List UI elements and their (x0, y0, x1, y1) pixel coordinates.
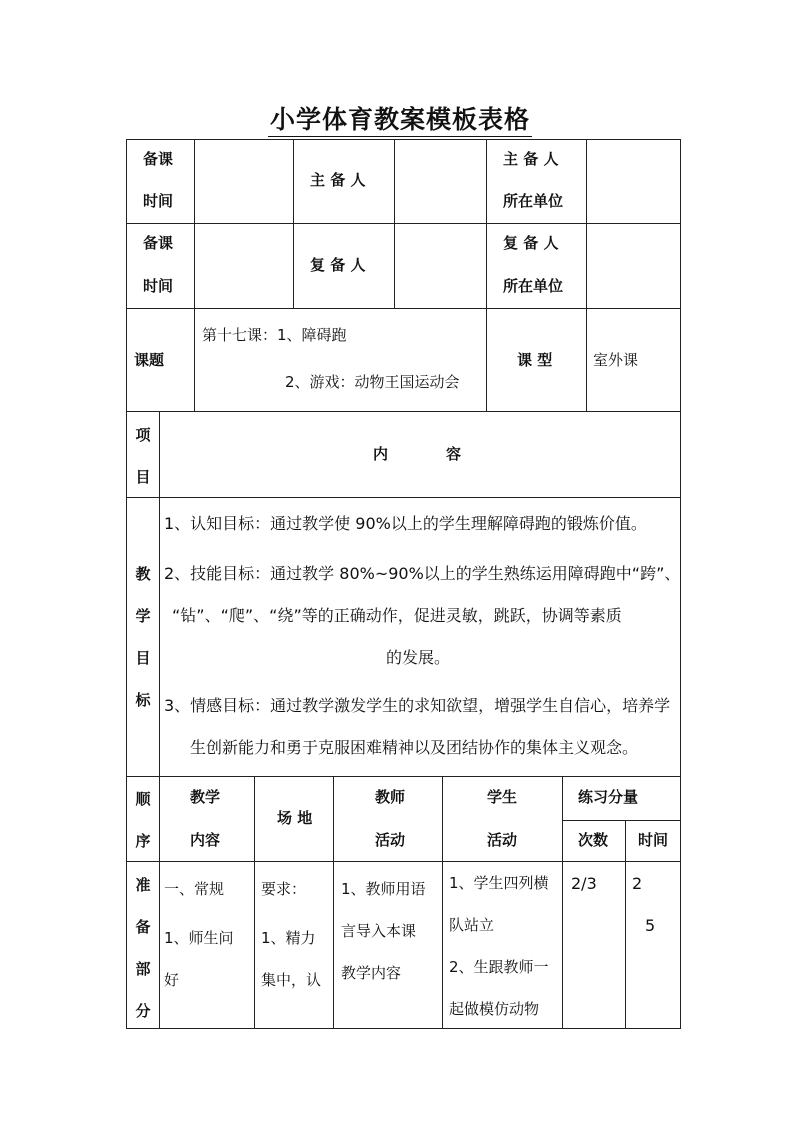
prep-venue-line-3: 集中，认 (261, 971, 322, 989)
objective-line-3: “钻”、“爬”、“绕”等的正确动作，促进灵敏，跳跃，协调等素质 (172, 606, 622, 625)
teacher-header-top: 教师 (375, 788, 406, 806)
lesson-type-value: 室外课 (593, 351, 639, 369)
prep-time-label-1-bottom: 时间 (143, 192, 174, 210)
prep-venue-line-1: 要求： (261, 880, 307, 898)
cell-content-header (159, 411, 681, 498)
objectives-label-char-3: 目 (135, 649, 151, 667)
cell-objectives-text (159, 497, 681, 777)
topic-label: 课题 (134, 351, 165, 369)
order-header-top: 顺 (135, 790, 151, 808)
objective-line-2: 2、技能目标：通过教学 80%~90%以上的学生熟练运用障碍跑中“跨”、 (164, 564, 681, 583)
objective-line-6: 生创新能力和勇于克服困难精神以及团结协作的集体主义观念。 (190, 738, 639, 757)
student-header-top: 学生 (487, 788, 518, 806)
cell-co-unit-value (586, 223, 681, 309)
duration-header: 时间 (638, 831, 669, 849)
prep-time-label-1-top: 备课 (143, 150, 174, 168)
objective-line-1: 1、认知目标：通过教学使 90%以上的学生理解障碍跑的锻炼价值。 (164, 514, 647, 533)
prep-content-line-2: 1、师生问 (164, 929, 234, 947)
objectives-label-char-2: 学 (135, 607, 151, 625)
prep-teacher-line-2: 言导入本课 (341, 922, 417, 940)
content-col-header-top: 教学 (190, 788, 221, 806)
co-preparer-label: 复 备 人 (310, 256, 366, 274)
objectives-label-char-4: 标 (135, 691, 151, 709)
prep-times-value: 2/3 (571, 874, 597, 893)
prep-student-line-4: 起做模仿动物 (449, 1000, 540, 1018)
content-header-char-2: 容 (446, 445, 462, 463)
prep-teacher-line-1: 1、教师用语 (341, 880, 426, 898)
prep-content-line-3: 好 (164, 971, 180, 989)
lead-unit-label-bottom: 所在单位 (503, 192, 564, 210)
content-header-char-1: 内 (373, 445, 389, 463)
content-col-header-bottom: 内容 (190, 831, 221, 849)
lead-preparer-label: 主 备 人 (310, 171, 366, 189)
prep-student-line-2: 队站立 (449, 916, 495, 934)
document-title: 小学体育教案模板表格 (0, 100, 800, 136)
prep-teacher-line-3: 教学内容 (341, 964, 402, 982)
times-header: 次数 (578, 831, 609, 849)
cell-prep-time-value-1 (194, 139, 294, 224)
prep-time-label-2-bottom: 时间 (143, 277, 174, 295)
prep-label-char-4: 分 (135, 1002, 151, 1020)
prep-content-line-1: 一、常规 (164, 880, 225, 898)
prep-venue-line-2: 1、精力 (261, 929, 316, 947)
cell-topic-value (194, 308, 487, 412)
teacher-header-bottom: 活动 (375, 831, 406, 849)
prep-duration-digit-1: 2 (632, 874, 643, 893)
student-header-bottom: 活动 (487, 831, 518, 849)
item-label-bottom: 目 (135, 468, 151, 486)
objective-line-5: 3、情感目标：通过教学激发学生的求知欲望，增强学生自信心，培养学 (164, 696, 671, 715)
co-unit-label-bottom: 所在单位 (503, 277, 564, 295)
prep-time-label-2-top: 备课 (143, 234, 174, 252)
cell-lead-preparer-value (394, 139, 487, 224)
prep-label-char-1: 准 (135, 876, 151, 894)
prep-student-line-1: 1、学生四列横 (449, 874, 549, 892)
lesson-type-label: 课 型 (517, 351, 553, 369)
topic-line-1: 第十七课：1、障碍跑 (202, 326, 347, 344)
prep-duration-digit-2: 5 (645, 916, 656, 935)
cell-prep-time-value-2 (194, 223, 294, 309)
cell-lead-unit-value (586, 139, 681, 224)
objectives-label-char-1: 教 (135, 565, 151, 583)
co-unit-label-top: 复 备 人 (503, 234, 559, 252)
prep-label-char-3: 部 (135, 960, 151, 978)
practice-header: 练习分量 (578, 788, 639, 806)
prep-label-char-2: 备 (135, 918, 151, 936)
order-header-bottom: 序 (135, 832, 151, 850)
prep-student-line-3: 2、生跟教师一 (449, 958, 549, 976)
lead-unit-label-top: 主 备 人 (503, 150, 559, 168)
venue-header: 场 地 (277, 809, 313, 827)
topic-line-2: 2、游戏：动物王国运动会 (285, 373, 460, 391)
item-label-top: 项 (135, 426, 151, 444)
cell-co-preparer-value (394, 223, 487, 309)
objective-line-4: 的发展。 (386, 648, 451, 667)
